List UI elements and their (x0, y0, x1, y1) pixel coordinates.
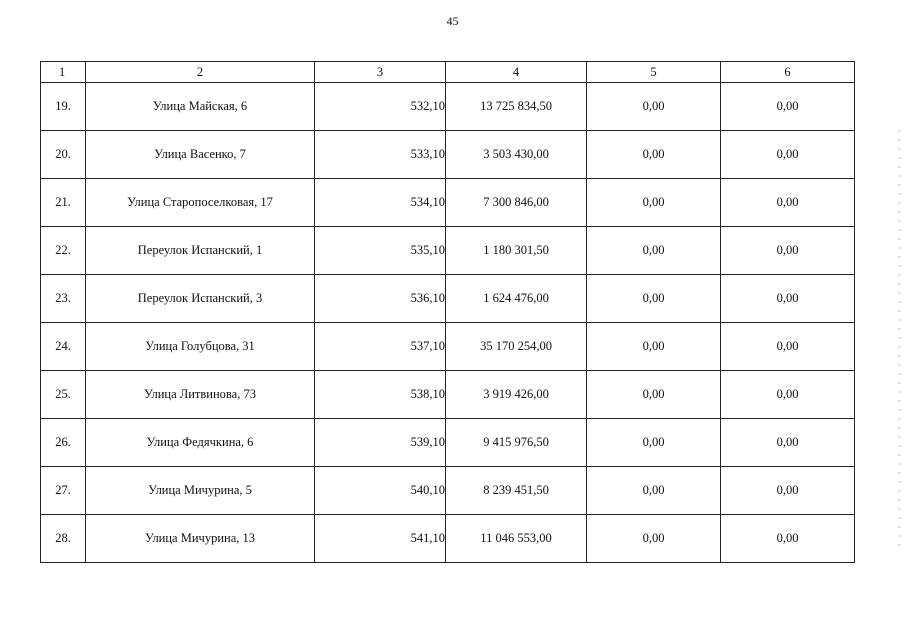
table-row (41, 467, 855, 515)
address-cell: Переулок Испанский, 1 (86, 227, 315, 275)
value-col6-cell: 0,00 (721, 515, 855, 563)
value-col5-cell: 0,00 (587, 515, 721, 563)
value-col5-cell: 0,00 (587, 179, 721, 227)
amount-cell: 13 725 834,50 (446, 83, 587, 131)
row-number-cell: 19. (41, 83, 86, 131)
value-col5-cell: 0,00 (587, 227, 721, 275)
page-number: 45 (446, 14, 459, 28)
code-cell: 533,10 (315, 131, 446, 179)
amount-cell: 1 180 301,50 (446, 227, 587, 275)
value-col5-cell: 0,00 (587, 323, 721, 371)
code-cell: 534,10 (315, 179, 446, 227)
column-header: 5 (587, 62, 721, 83)
column-header: 3 (315, 62, 446, 83)
table-row (41, 323, 855, 371)
amount-cell: 11 046 553,00 (446, 515, 587, 563)
address-cell: Улица Майская, 6 (86, 83, 315, 131)
column-header: 1 (41, 62, 86, 83)
code-cell: 537,10 (315, 323, 446, 371)
code-cell: 539,10 (315, 419, 446, 467)
code-cell: 541,10 (315, 515, 446, 563)
address-cell: Улица Федячкина, 6 (86, 419, 315, 467)
value-col5-cell: 0,00 (587, 467, 721, 515)
table-row (41, 179, 855, 227)
address-cell: Улица Мичурина, 5 (86, 467, 315, 515)
table-row (41, 83, 855, 131)
header-row (41, 62, 855, 83)
value-col5-cell: 0,00 (587, 83, 721, 131)
value-col6-cell: 0,00 (721, 323, 855, 371)
amount-cell: 7 300 846,00 (446, 179, 587, 227)
row-number-cell: 27. (41, 467, 86, 515)
column-header: 6 (721, 62, 855, 83)
value-col6-cell: 0,00 (721, 419, 855, 467)
column-header: 2 (86, 62, 315, 83)
row-number-cell: 21. (41, 179, 86, 227)
code-cell: 535,10 (315, 227, 446, 275)
table-row (41, 371, 855, 419)
code-cell: 538,10 (315, 371, 446, 419)
row-number-cell: 26. (41, 419, 86, 467)
code-cell: 536,10 (315, 275, 446, 323)
address-cell: Улица Васенко, 7 (86, 131, 315, 179)
value-col6-cell: 0,00 (721, 131, 855, 179)
table-row (41, 515, 855, 563)
data-table (40, 61, 855, 563)
address-cell: Улица Старопоселковая, 17 (86, 179, 315, 227)
row-number-cell: 25. (41, 371, 86, 419)
amount-cell: 3 919 426,00 (446, 371, 587, 419)
amount-cell: 8 239 451,50 (446, 467, 587, 515)
row-number-cell: 20. (41, 131, 86, 179)
row-number-cell: 24. (41, 323, 86, 371)
address-cell: Улица Голубцова, 31 (86, 323, 315, 371)
value-col5-cell: 0,00 (587, 419, 721, 467)
value-col6-cell: 0,00 (721, 275, 855, 323)
code-cell: 532,10 (315, 83, 446, 131)
row-number-cell: 22. (41, 227, 86, 275)
amount-cell: 1 624 476,00 (446, 275, 587, 323)
table-row (41, 275, 855, 323)
address-cell: Переулок Испанский, 3 (86, 275, 315, 323)
value-col6-cell: 0,00 (721, 83, 855, 131)
row-number-cell: 28. (41, 515, 86, 563)
row-number-cell: 23. (41, 275, 86, 323)
value-col5-cell: 0,00 (587, 275, 721, 323)
address-cell: Улица Мичурина, 13 (86, 515, 315, 563)
value-col6-cell: 0,00 (721, 371, 855, 419)
table-row (41, 419, 855, 467)
amount-cell: 3 503 430,00 (446, 131, 587, 179)
value-col5-cell: 0,00 (587, 371, 721, 419)
table-row (41, 131, 855, 179)
table-body (41, 83, 855, 563)
address-cell: Улица Литвинова, 73 (86, 371, 315, 419)
column-header: 4 (446, 62, 587, 83)
scan-artifact (898, 130, 901, 550)
amount-cell: 35 170 254,00 (446, 323, 587, 371)
amount-cell: 9 415 976,50 (446, 419, 587, 467)
code-cell: 540,10 (315, 467, 446, 515)
table-row (41, 227, 855, 275)
value-col6-cell: 0,00 (721, 227, 855, 275)
value-col6-cell: 0,00 (721, 179, 855, 227)
value-col6-cell: 0,00 (721, 467, 855, 515)
value-col5-cell: 0,00 (587, 131, 721, 179)
